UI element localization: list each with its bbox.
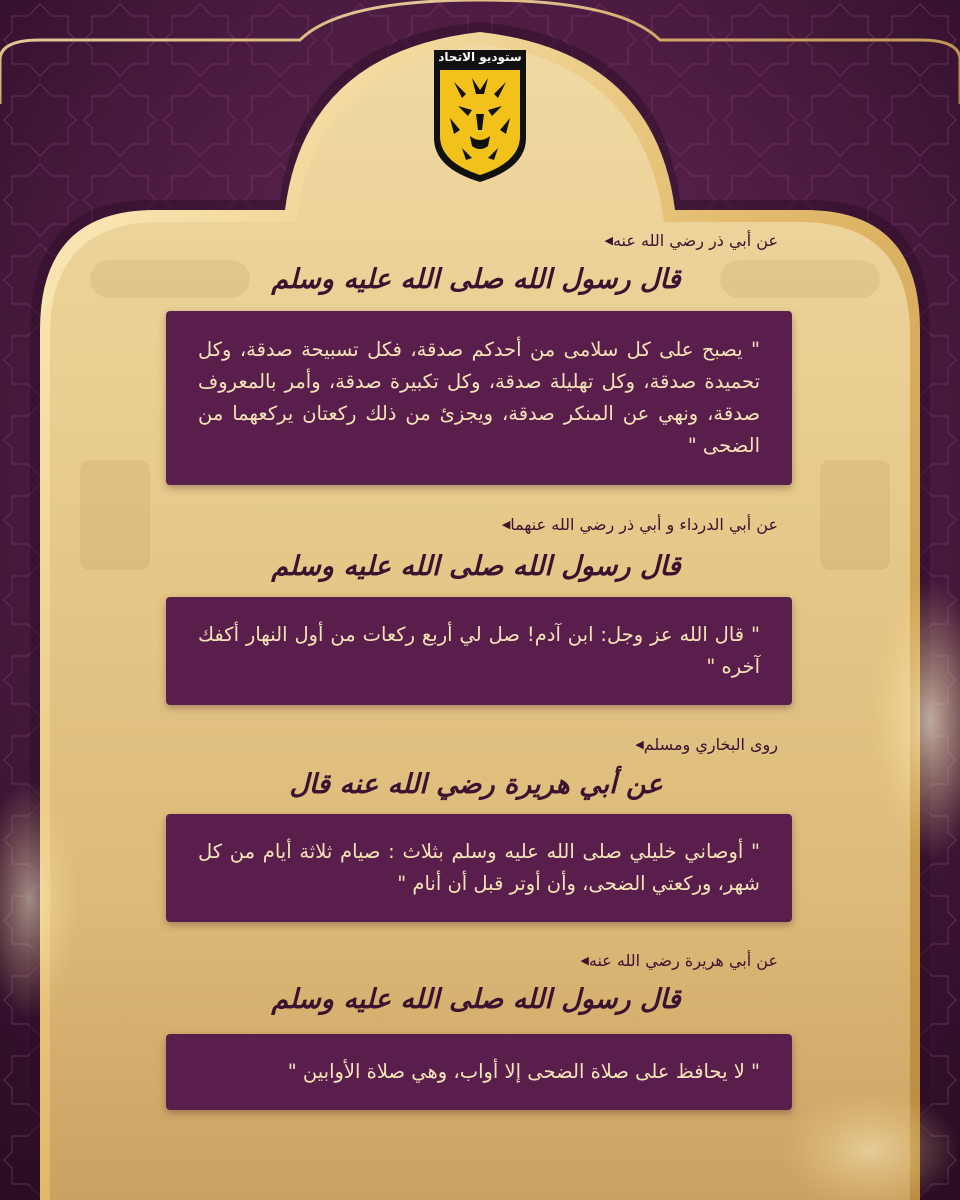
triangle-bullet-icon: ◀ — [604, 234, 613, 247]
hadith-source-3 — [621, 735, 778, 754]
triangle-bullet-icon: ◀ — [580, 954, 589, 967]
source-text: روى البخاري ومسلم — [643, 735, 778, 754]
hadith-heading-2: قال رسول الله صلى الله عليه وسلم — [271, 551, 681, 582]
source-text: عن أبي الدرداء و أبي ذر رضي الله عنهما — [510, 515, 778, 534]
hadith-text-box-1 — [166, 311, 792, 485]
hadith-heading-1: قال رسول الله صلى الله عليه وسلم — [271, 264, 681, 295]
hadith-text-1: " يصبح على كل سلامى من أحدكم صدقة، فكل تسبيحة صدقة، وكل تحميدة صدقة، وكل تهليلة صدقة، وكل تكبيرة صدقة، وأمر بالمعروف صدقة، ونهي عن المنكر صدقة، ويجزئ من ذلك ركعتان يركعهما من الضحى " — [198, 338, 760, 457]
hadith-text-box-4 — [166, 1034, 792, 1110]
hadith-heading-4: قال رسول الله صلى الله عليه وسلم — [271, 984, 681, 1015]
brand-name: ستوديو الاتحاد — [438, 50, 522, 64]
source-text: عن أبي هريرة رضي الله عنه — [588, 951, 778, 970]
hadith-text-3: " أوصاني خليلي صلى الله عليه وسلم بثلاث : صيام ثلاثة أيام من كل شهر، وركعتي الضحى، وأن أوتر قبل أن أنام " — [198, 840, 760, 895]
triangle-bullet-icon: ◀ — [635, 738, 644, 751]
hadith-source-2 — [488, 515, 778, 534]
source-text: عن أبي ذر رضي الله عنه — [612, 231, 778, 250]
hadith-source-4 — [566, 951, 778, 970]
hadith-heading-3: عن أبي هريرة رضي الله عنه قال — [289, 769, 663, 800]
hadith-text-box-3 — [166, 814, 792, 922]
hadith-text-2: " قال الله عز وجل: ابن آدم! صل لي أربع ركعات من أول النهار أكفك آخره " — [198, 623, 760, 678]
tiger-shield-icon — [432, 48, 528, 184]
brand-logo — [432, 48, 528, 184]
triangle-bullet-icon: ◀ — [501, 518, 511, 531]
hadith-text-4: " لا يحافظ على صلاة الضحى إلا أواب، وهي صلاة الأوابين " — [287, 1060, 760, 1083]
hadith-source-1 — [590, 231, 778, 250]
hadith-text-box-2 — [166, 597, 792, 705]
